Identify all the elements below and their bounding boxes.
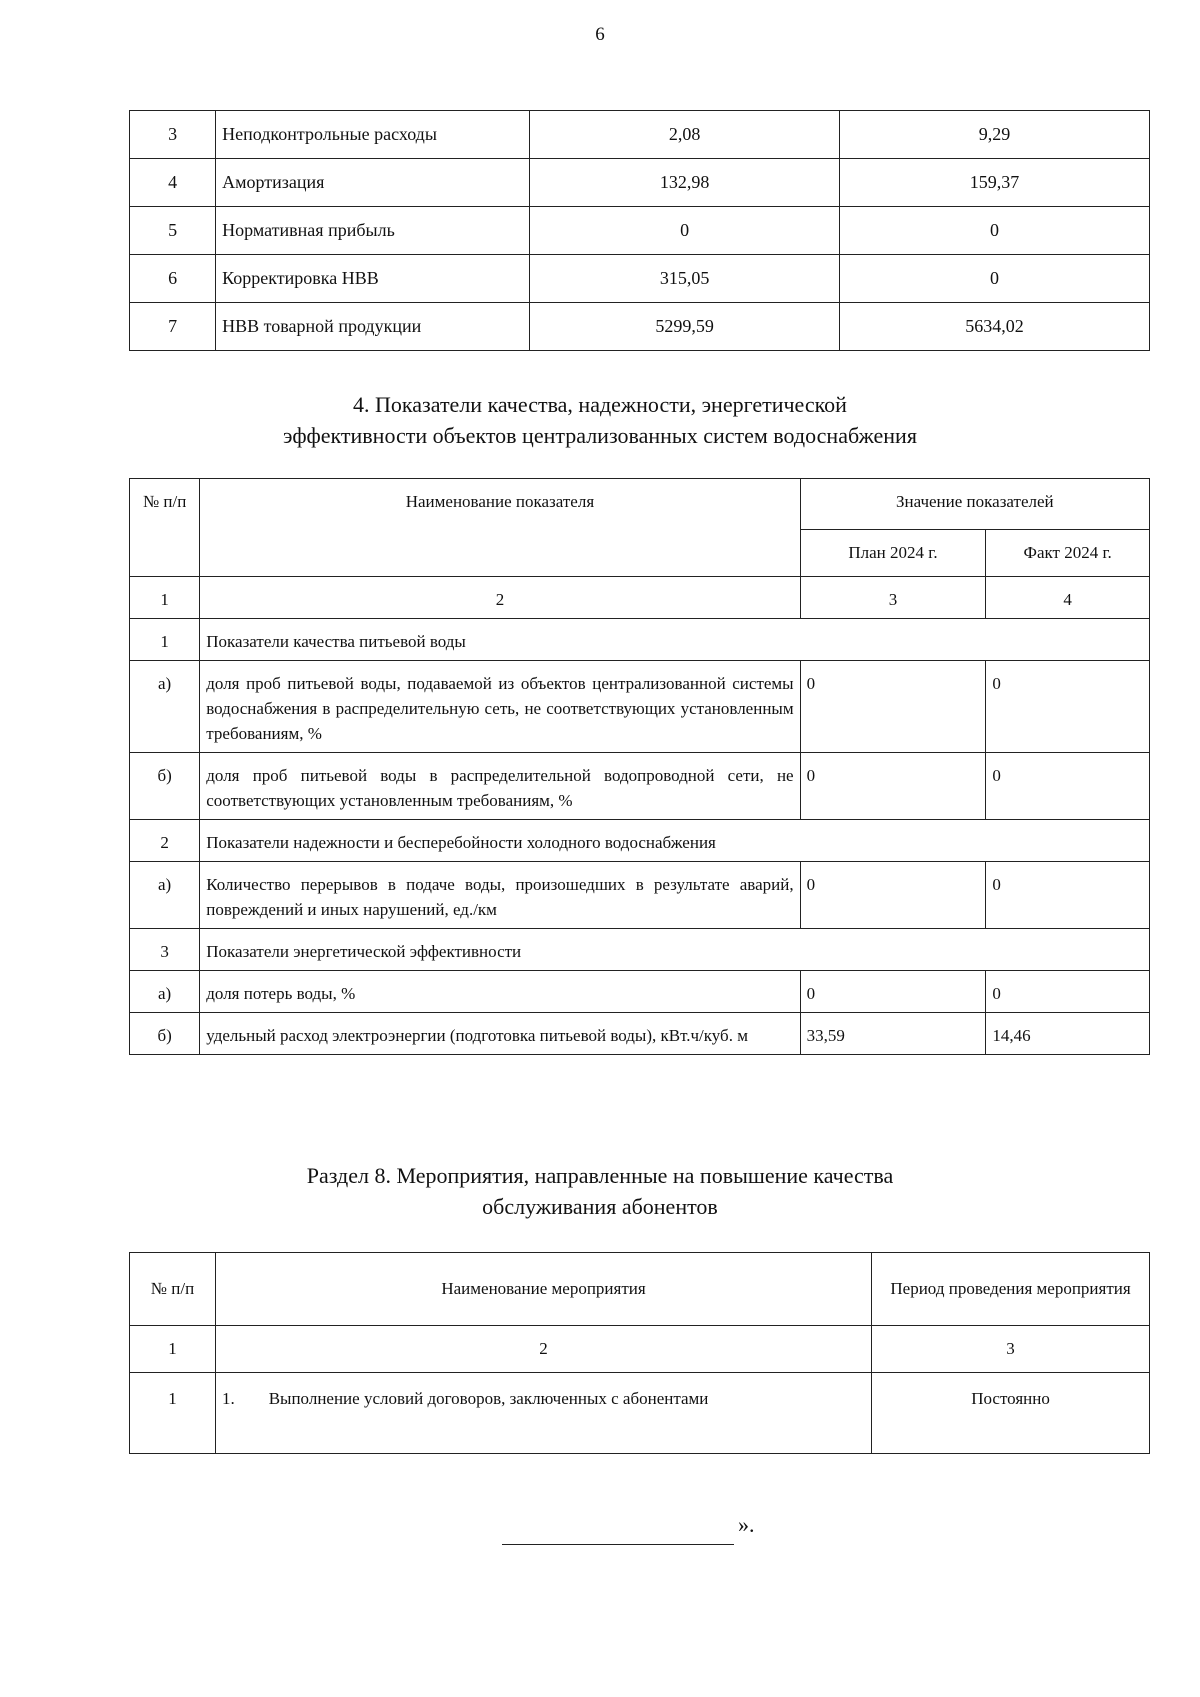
indicator-plan: 0 [800,862,986,929]
row-number: 6 [130,255,216,303]
indicator-plan: 0 [800,661,986,753]
row-plan-value: 2,08 [530,111,840,159]
row-fact-value: 5634,02 [840,303,1150,351]
measure-number: 1 [130,1373,216,1454]
indicator-fact: 0 [986,971,1150,1013]
header-name: Наименование мероприятия [215,1253,871,1326]
indicator-number: а) [130,661,200,753]
row-fact-value: 0 [840,207,1150,255]
column-index: 1 [130,1326,216,1373]
measure-row [130,1373,1150,1454]
indicator-plan: 0 [800,971,986,1013]
section-4-title-line2: эффективности объектов централизованных систем водоснабжения [283,423,917,448]
header-period: Период проведения мероприятия [872,1253,1150,1326]
indicator-row [130,1013,1150,1055]
row-plan-value: 132,98 [530,159,840,207]
group-title: Показатели надежности и бесперебойности холодного водоснабжения [200,820,1150,862]
indicator-row [130,753,1150,820]
table-row [130,111,1150,159]
group-number: 2 [130,820,200,862]
column-index: 4 [986,577,1150,619]
indicator-name: удельный расход электроэнергии (подготовка питьевой воды), кВт.ч/куб. м [200,1013,800,1055]
row-fact-value: 9,29 [840,111,1150,159]
table-row [130,303,1150,351]
indicator-fact: 14,46 [986,1013,1150,1055]
section-8-heading [0,1160,1200,1222]
section-4-heading [0,389,1200,451]
section-8-title-line2: обслуживания абонентов [482,1194,718,1219]
row-plan-value: 315,05 [530,255,840,303]
group-row [130,929,1150,971]
indicator-number: б) [130,1013,200,1055]
table-row [130,159,1150,207]
row-number: 5 [130,207,216,255]
table-row [130,255,1150,303]
column-index-row [130,577,1150,619]
table-row [130,207,1150,255]
group-title: Показатели качества питьевой воды [200,619,1150,661]
indicator-name: Количество перерывов в подаче воды, произошедших в результате аварий, повреждений и иных нарушений, ед./км [200,862,800,929]
row-plan-value: 0 [530,207,840,255]
header-values: Значение показателей [800,479,1149,530]
row-plan-value: 5299,59 [530,303,840,351]
header-num: № п/п [130,1253,216,1326]
quality-indicators-table [129,478,1150,1055]
section-4-title-line1: 4. Показатели качества, надежности, энергетической [353,392,847,417]
column-index: 2 [215,1326,871,1373]
row-number: 7 [130,303,216,351]
measure-name: 1. Выполнение условий договоров, заключенных с абонентами [215,1373,871,1454]
indicator-plan: 33,59 [800,1013,986,1055]
indicator-number: а) [130,862,200,929]
indicator-name: доля проб питьевой воды, подаваемой из объектов централизованной системы водоснабжения в распределительную сеть, не соответствующих установленным требованиям, % [200,661,800,753]
indicator-fact: 0 [986,753,1150,820]
measure-period: Постоянно [872,1373,1150,1454]
measures-table [129,1252,1150,1454]
row-name: Неподконтрольные расходы [216,111,530,159]
indicator-plan: 0 [800,753,986,820]
row-number: 4 [130,159,216,207]
row-fact-value: 159,37 [840,159,1150,207]
group-title: Показатели энергетической эффективности [200,929,1150,971]
column-index: 1 [130,577,200,619]
header-name: Наименование показателя [200,479,800,577]
row-fact-value: 0 [840,255,1150,303]
header-row [130,1253,1150,1326]
indicator-name: доля потерь воды, % [200,971,800,1013]
indicator-fact: 0 [986,661,1150,753]
closing-mark: ». [738,1512,755,1537]
indicator-row [130,971,1150,1013]
indicator-row [130,661,1150,753]
signature-line [502,1526,734,1545]
header-num: № п/п [130,479,200,577]
financial-table [129,110,1150,351]
column-index: 2 [200,577,800,619]
row-name: Нормативная прибыль [216,207,530,255]
header-row [130,479,1150,530]
indicator-row [130,862,1150,929]
header-plan: План 2024 г. [800,530,986,577]
row-number: 3 [130,111,216,159]
row-name: НВВ товарной продукции [216,303,530,351]
page-number: 6 [595,24,605,45]
group-row [130,619,1150,661]
group-number: 3 [130,929,200,971]
group-row [130,820,1150,862]
indicator-fact: 0 [986,862,1150,929]
row-name: Амортизация [216,159,530,207]
column-index: 3 [800,577,986,619]
indicator-number: б) [130,753,200,820]
header-fact: Факт 2024 г. [986,530,1150,577]
indicator-number: а) [130,971,200,1013]
section-8-title-line1: Раздел 8. Мероприятия, направленные на повышение качества [306,1163,894,1188]
column-index: 3 [872,1326,1150,1373]
row-name: Корректировка НВВ [216,255,530,303]
group-number: 1 [130,619,200,661]
indicator-name: доля проб питьевой воды в распределительной водопроводной сети, не соответствующих установленным требованиям, % [200,753,800,820]
column-index-row [130,1326,1150,1373]
